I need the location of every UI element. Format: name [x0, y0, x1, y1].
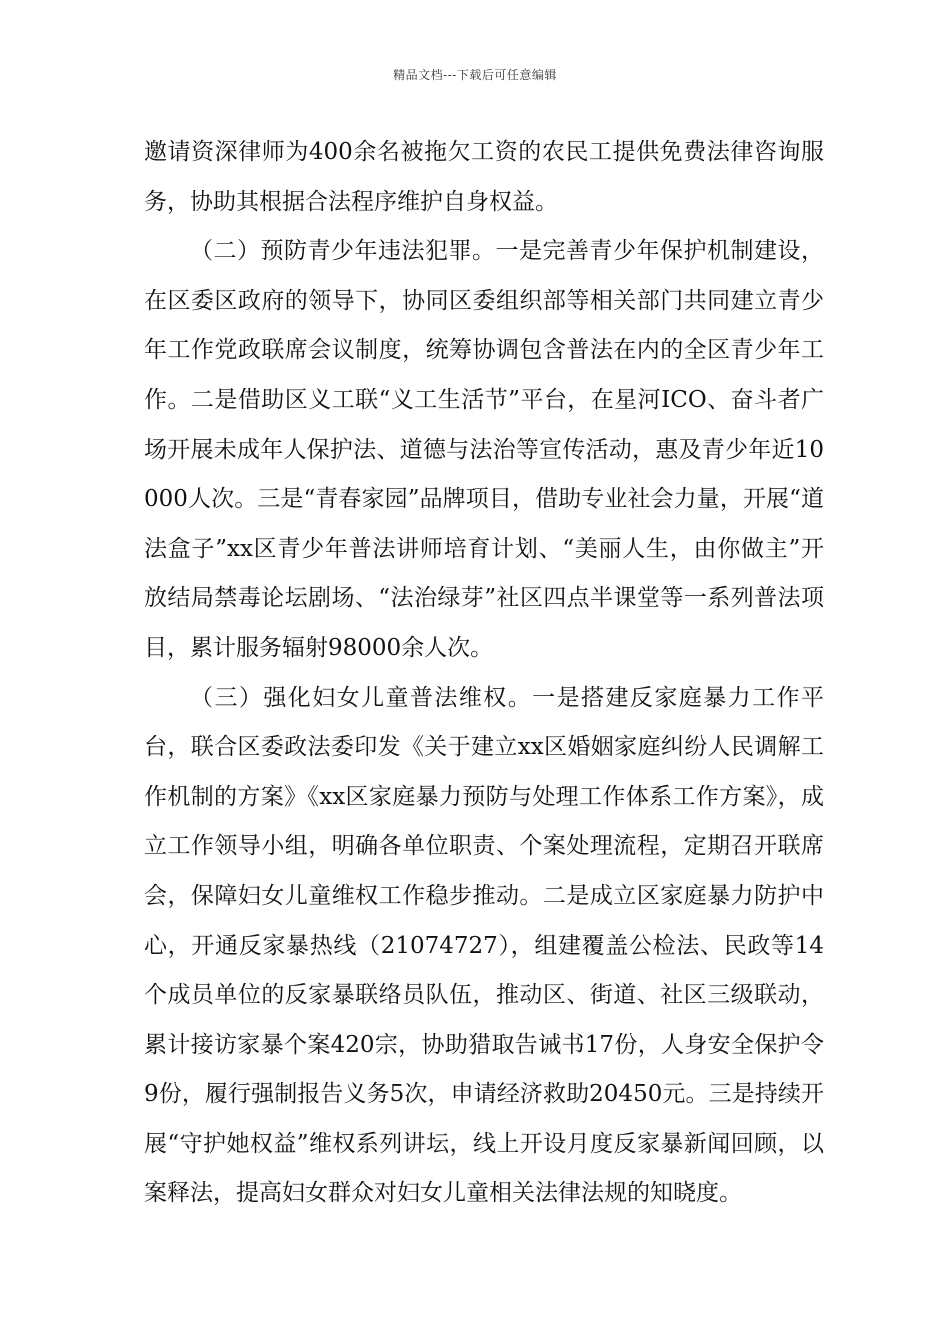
- paragraph-2-juvenile-crime-prevention: （二）预防青少年违法犯罪。一是完善青少年保护机制建设，在区委区政府的领导下，协同区委组织部等相关部门共同建立青少年工作党政联席会议制度，统筹协调包含普法在内的全区青少年工作。二是借助区义工联“义工生活节”平台，在星河ICO、奋斗者广场开展未成年人保护法、道德与法治等宣传活动，惠及青少年近10000人次。三是“青春家园”品牌项目，借助专业社会力量，开展“道法盒子”xx区青少年普法讲师培育计划、“美丽人生，由你做主”开放结局禁毒论坛剧场、“法治绿芽”社区四点半课堂等一系列普法项目，累计服务辐射98000余人次。: [144, 238, 824, 661]
- paragraph-1: 邀请资深律师为400余名被拖欠工资的农民工提供免费法律咨询服务，协助其根据合法程序维护自身权益。: [144, 139, 824, 215]
- page-header: 精品文档---下载后可任意编辑: [393, 68, 557, 82]
- document-body: [144, 128, 824, 1219]
- paragraph-3-women-children-rights: （三）强化妇女儿童普法维权。一是搭建反家庭暴力工作平台，联合区委政法委印发《关于建立xx区婚姻家庭纠纷人民调解工作机制的方案》《xx区家庭暴力预防与处理工作体系工作方案》，成立工作领导小组，明确各单位职责、个案处理流程，定期召开联席会，保障妇女儿童维权工作稳步推动。二是成立区家庭暴力防护中心，开通反家暴热线（21074727），组建覆盖公检法、民政等14个成员单位的反家暴联络员队伍，推动区、街道、社区三级联动，累计接访家暴个案420宗，协助猎取告诫书17份，人身安全保护令9份，履行强制报告义务5次，申请经济救助20450元。三是持续开展“守护她权益”维权系列讲坛，线上开设月度反家暴新闻回顾，以案释法，提高妇女群众对妇女儿童相关法律法规的知晓度。: [144, 684, 824, 1207]
